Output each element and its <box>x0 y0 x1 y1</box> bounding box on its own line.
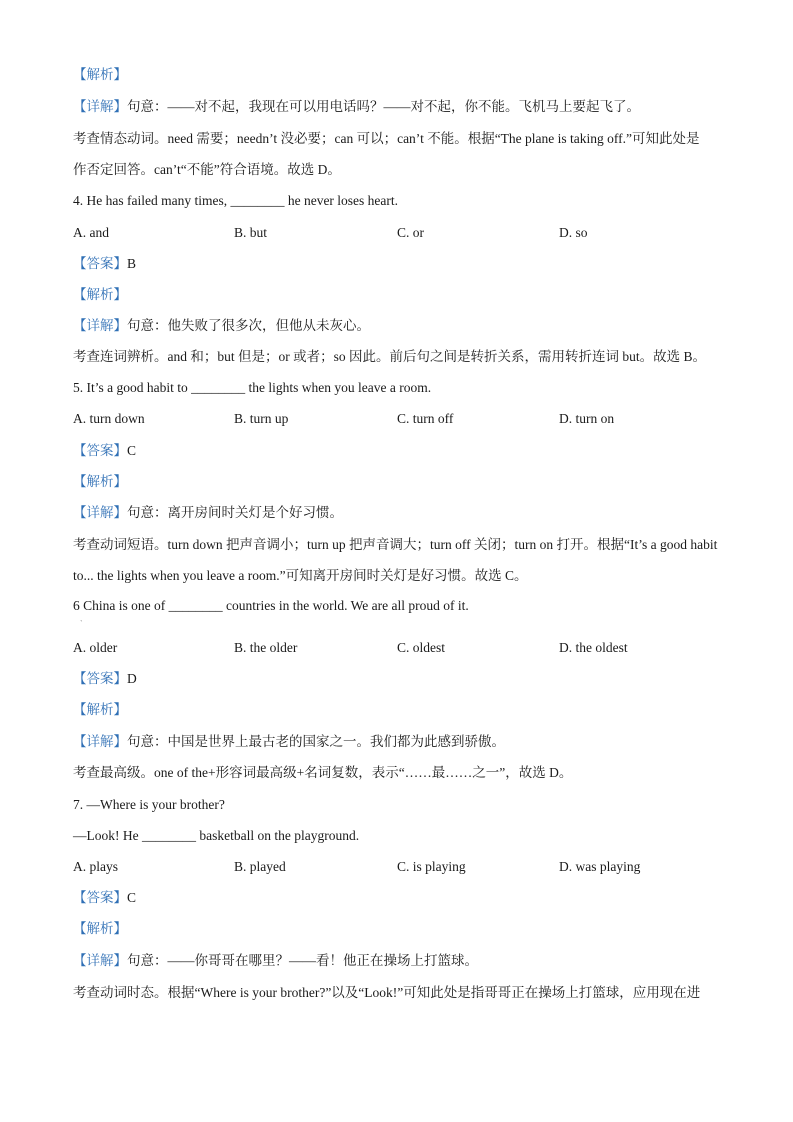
detail-tag: 【详解】 <box>73 99 127 114</box>
q6-explanation-1: 考查最高级。one of the+形容词最高级+名词复数，表示“……最……之一”，故选 D。 <box>73 765 573 780</box>
analysis-tag: 【解析】 <box>73 474 127 489</box>
q4-stem: 4. He has failed many times, ________ he never loses heart. <box>73 193 399 208</box>
q4-detail-line <box>73 317 370 335</box>
detail-tag: 【详解】 <box>73 734 127 749</box>
q4-option-c: C. or <box>397 225 424 240</box>
q7-answer <box>73 889 136 907</box>
q6-option-d: D. the oldest <box>559 640 628 655</box>
q5-explanation-1: 考查动词短语。turn down 把声音调小；turn up 把声音调大；turn off 关闭；turn on 打开。根据“It’s a good habit <box>73 537 718 552</box>
q6-answer-value: D <box>127 671 137 686</box>
q5-option-a: A. turn down <box>73 411 145 426</box>
q5-explanation-2: to... the lights when you leave a room.”可知离开房间时关灯是好习惯。故选 C。 <box>73 568 528 583</box>
analysis-tag: 【解析】 <box>73 287 127 302</box>
analysis-tag: 【解析】 <box>73 67 127 82</box>
answer-tag: 【答案】 <box>73 671 127 686</box>
answer-tag: 【答案】 <box>73 443 127 458</box>
q7-option-c: C. is playing <box>397 859 466 874</box>
q6-option-a: A. older <box>73 640 118 655</box>
q7-option-b: B. played <box>234 859 286 874</box>
detail-tag: 【详解】 <box>73 505 127 520</box>
analysis-tag: 【解析】 <box>73 702 127 717</box>
q7-explanation-1: 考查动词时态。根据“Where is your brother?”以及“Look!”可知此处是指哥哥正在操场上打篮球，应用现在进 <box>73 985 701 1000</box>
q7-stem-2: —Look! He ________ basketball on the playground. <box>73 828 360 843</box>
q3-detail: 句意：——对不起，我现在可以用电话吗？——对不起，你不能。飞机马上要起飞了。 <box>127 99 640 114</box>
q5-option-d: D. turn on <box>559 411 615 426</box>
q7-stem-1: 7. —Where is your brother? <box>73 797 225 812</box>
q5-detail: 句意：离开房间时关灯是个好习惯。 <box>127 505 343 520</box>
q3-explanation-2: 作否定回答。can’t“不能”符合语境。故选 D。 <box>73 162 341 177</box>
q4-detail: 句意：他失败了很多次，但他从未灰心。 <box>127 318 370 333</box>
q7-detail-line <box>73 952 478 970</box>
q5-detail-line <box>73 504 343 522</box>
q6-detail-line <box>73 733 505 751</box>
q5-answer-value: C <box>127 443 137 458</box>
q4-option-a: A. and <box>73 225 109 240</box>
q5-stem: 5. It’s a good habit to ________ the lights when you leave a room. <box>73 380 432 395</box>
q5-option-b: B. turn up <box>234 411 289 426</box>
q7-answer-value: C <box>127 890 137 905</box>
q4-answer <box>73 255 136 273</box>
q5-answer <box>73 442 136 460</box>
q6-answer <box>73 670 137 688</box>
q7-option-a: A. plays <box>73 859 118 874</box>
q4-option-d: D. so <box>559 225 588 240</box>
detail-tag: 【详解】 <box>73 318 127 333</box>
q6-option-c: C. oldest <box>397 640 446 655</box>
detail-line <box>73 98 640 116</box>
analysis-tag: 【解析】 <box>73 921 127 936</box>
q3-explanation-1: 考查情态动词。need 需要；needn’t 没必要；can 可以；can’t 不能。根据“The plane is taking off.”可知此处是 <box>73 131 700 146</box>
q6-detail: 句意：中国是世界上最古老的国家之一。我们都为此感到骄傲。 <box>127 734 505 749</box>
q4-explanation-1: 考查连词辨析。and 和；but 但是；or 或者；so 因此。前后句之间是转折关系，需用转折连词 but。故选 B。 <box>73 349 706 364</box>
answer-tag: 【答案】 <box>73 890 127 905</box>
q7-option-d: D. was playing <box>559 859 641 874</box>
stray-dot-mark: ` <box>80 619 83 628</box>
q5-option-c: C. turn off <box>397 411 454 426</box>
detail-tag: 【详解】 <box>73 953 127 968</box>
q7-detail: 句意：——你哥哥在哪里？——看！他正在操场上打篮球。 <box>127 953 478 968</box>
q6-stem: 6 China is one of ________ countries in the world. We are all proud of it. <box>73 598 469 613</box>
answer-tag: 【答案】 <box>73 256 127 271</box>
q6-option-b: B. the older <box>234 640 298 655</box>
q4-answer-value: B <box>127 256 137 271</box>
q4-option-b: B. but <box>234 225 268 240</box>
